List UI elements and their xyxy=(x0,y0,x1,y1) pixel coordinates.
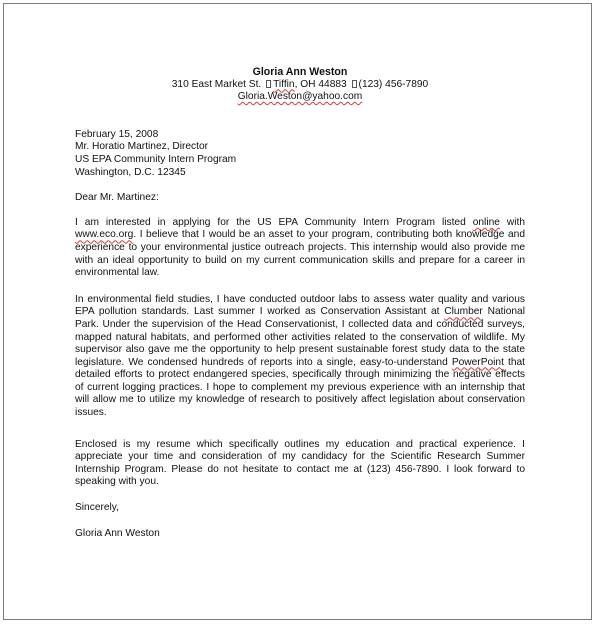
paragraph-1-text-b: with xyxy=(499,216,525,228)
paragraph-1 xyxy=(75,217,525,280)
recipient-city: Washington, D.C. 12345 xyxy=(75,166,186,178)
salutation: Dear Mr. Martinez: xyxy=(75,192,159,204)
sender-phone: (123) 456-7890 xyxy=(358,78,429,90)
recipient-block xyxy=(75,129,525,179)
recipient-program: US EPA Community Intern Program xyxy=(75,153,237,165)
sender-address-line xyxy=(75,79,525,92)
letter-date: February 15, 2008 xyxy=(75,128,159,140)
recipient-name: Mr. Horatio Martinez, Director xyxy=(75,141,209,153)
website-link[interactable]: www.eco.org xyxy=(75,229,134,241)
paragraph-2 xyxy=(75,294,525,420)
sender-state-zip: , OH 44883 xyxy=(294,78,347,90)
paragraph-2-text-a: In environmental field studies, I have conducted outdoor labs to assess water quality and various EPA pollution standards. Last summer I worked as Conservation Assistant at xyxy=(75,293,525,318)
paragraph-3: Enclosed is my resume which specifically outlines my education and practical experience. I appreciate your time and consideration of my candidacy for the Scientific Research Summer Internship Program. Please do not hesitate to contact me at (123) 456-7890. I look forward to speaking with you. xyxy=(75,438,525,488)
paragraph-2-text-b: National Park. Under the supervision of the Head Conservationist, I collected data and conducted surveys, mapped natural habitats, and performed other activities related to the conservation of wildlife. My supervisor also gave me the opportunity to help present sustainable forest study data to the state legislature. We condensed hundreds of reports into a single, easy-to-understand xyxy=(75,306,525,368)
sender-name: Gloria Ann Weston xyxy=(252,66,348,78)
paragraph-2-text-c: that detailed efforts to protect endangered species, specifically through minimizing the negative effects of current logging practices. I hope to complement my previous experience with an internship that will allow me to utilize my knowledge of research to positively affect legislation about conservation issues. xyxy=(75,356,525,419)
placeholder-box-icon xyxy=(352,80,357,88)
sender-street: 310 East Market St. xyxy=(171,78,262,90)
spellcheck-word: Clumber xyxy=(444,306,483,318)
signature: Gloria Ann Weston xyxy=(75,527,160,539)
sender-city: Tiffin xyxy=(273,78,295,90)
paragraph-1-text-c: . I believe that I would be an asset to your program, contributing both knowledge and experience to your environmental justice outreach projects. This internship would also provide me with an ideal opportunity to build on my current communication skills and prepare for a career in environmental law. xyxy=(75,229,525,279)
spellcheck-word: online xyxy=(472,216,500,228)
paragraph-1-text-a: I am interested in applying for the US EPA Community Intern Program listed xyxy=(75,216,473,228)
letter-page xyxy=(75,66,525,540)
spellcheck-word: PowerPoint xyxy=(451,356,504,368)
closing: Sincerely, xyxy=(75,502,119,514)
sender-email[interactable]: Gloria.Weston@yahoo.com xyxy=(237,91,363,103)
letterhead xyxy=(75,66,525,104)
placeholder-box-icon xyxy=(266,80,271,88)
